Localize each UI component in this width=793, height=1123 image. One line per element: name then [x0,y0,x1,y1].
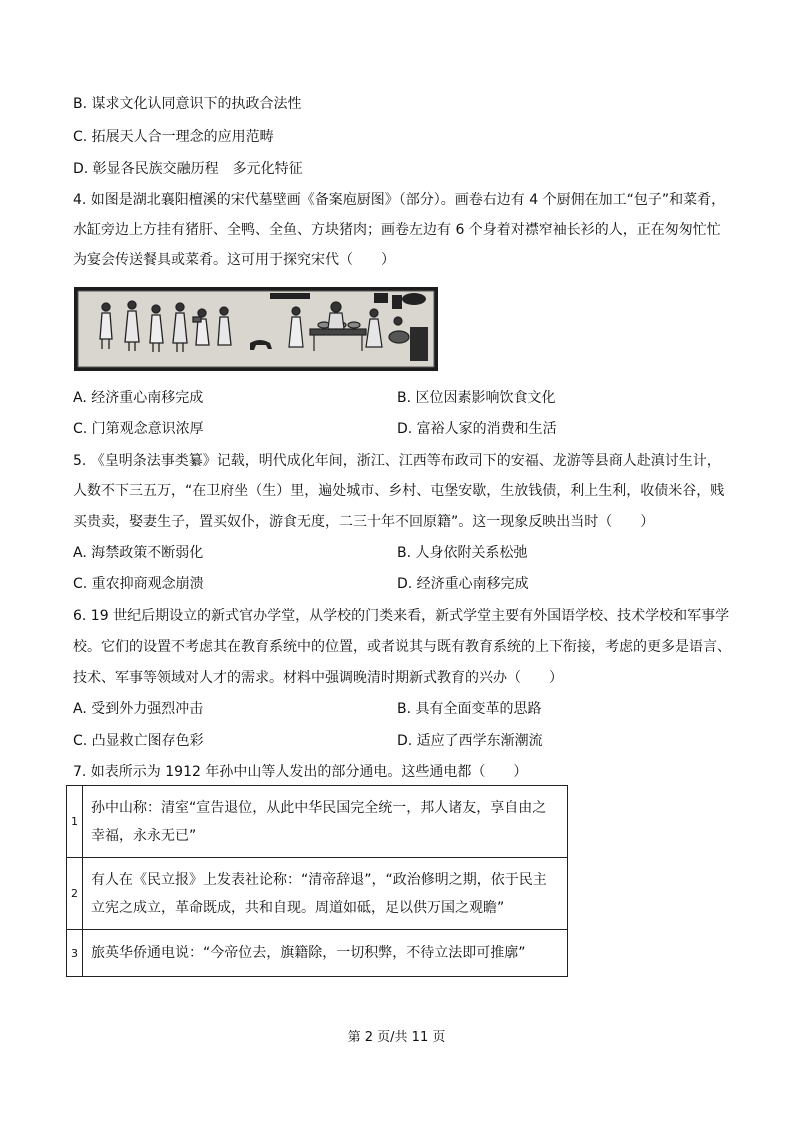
q6-option-a: A. 受到外力强烈冲击 [73,701,204,717]
row-text-line: 幸福，永永无已” [91,827,197,844]
q7-stem: 7. 如表所示为 1912 年孙中山等人发出的部分通电。这些通电都（ ） [73,764,528,780]
q3-option-c: C. 拓展天人合一理念的应用范畴 [73,129,274,145]
q5-option-c: C. 重农抑商观念崩溃 [73,576,204,592]
q4-option-b: B. 区位因素影响饮食文化 [397,390,556,406]
q5-option-a: A. 海禁政策不断弱化 [73,545,204,561]
row-text-line: 立宪之成立，革命既成，共和自现。周道如砥，足以供万国之观瞻” [91,899,505,916]
row-text-line: 旅英华侨通电说：“今帝位去，旗籍除，一切积弊，不待立法即可推廓” [91,945,526,961]
row-text [83,930,568,977]
q6-stem-line-1: 6. 19 世纪后期设立的新式官办学堂，从学校的门类来看，新式学堂主要有外国语学校、技术学校和军事学 [73,608,730,624]
row-number: 1 [67,786,83,858]
q5-stem-line-3: 买贵卖，娶妻生子，置买奴仆，游食无度，二三十年不回原籍”。这一现象反映出当时（ ） [73,514,655,530]
row-number: 3 [67,930,83,977]
q4-option-a: A. 经济重心南移完成 [73,390,204,406]
telegram-table [66,785,568,977]
tomb-mural-image [74,287,438,371]
row-text-line: 有人在《民立报》上发表社论称：“清帝辞退”，“政治修明之期，依于民主 [91,871,547,888]
q3-option-d: D. 彰显各民族交融历程 多元化特征 [73,161,303,177]
q4-option-d: D. 富裕人家的消费和生活 [397,421,557,437]
q6-stem-line-2: 校。它们的设置不考虑其在教育系统中的位置，或者说其与既有教育系统的上下衔接，考虑的更多是语言、 [73,639,731,655]
table-row [67,858,568,930]
q5-stem-line-1: 5. 《皇明条法事类纂》记载，明代成化年间，浙江、江西等布政司下的安福、龙游等县商人赴滇讨生计， [73,453,721,469]
q6-option-c: C. 凸显救亡图存色彩 [73,733,204,749]
row-text [83,786,568,858]
q6-option-d: D. 适应了西学东渐潮流 [397,733,543,749]
q4-stem-line-1: 4. 如图是湖北襄阳檀溪的宋代墓壁画《备案庖厨图》（部分）。画卷右边有 4 个厨佣在加工“包子”和菜肴， [73,192,726,208]
q3-option-b: B. 谋求文化认同意识下的执政合法性 [73,96,302,112]
row-text-line: 孙中山称：清室“宣告退位，从此中华民国完全统一，邦人诸友，享自由之 [91,799,547,816]
q4-stem-line-3: 为宴会传送餐具或菜肴。这可用于探究宋代（ ） [73,252,395,268]
q4-option-c: C. 门第观念意识浓厚 [73,421,204,437]
q5-option-d: D. 经济重心南移完成 [397,576,529,592]
q6-stem-line-3: 技术、军事等领域对人才的需求。材料中强调晚清时期新式教育的兴办（ ） [73,670,563,686]
row-number: 2 [67,858,83,930]
q4-stem-line-2: 水缸旁边上方挂有猪肝、全鸭、全鱼、方块猪肉；画卷左边有 6 个身着对襟窄袖长衫的人，正在匆匆忙忙 [73,222,721,238]
table-row [67,786,568,858]
row-text [83,858,568,930]
page-footer: 第 2 页/共 11 页 [347,1030,446,1045]
q5-stem-line-2: 人数不下三五万，“在卫府坐（生）里，遍处城市、乡村、屯堡安歇，生放钱债，利上生利，收债米谷，贱 [73,483,725,499]
q5-option-b: B. 人身依附关系松弛 [397,545,528,561]
table-row [67,930,568,977]
q6-option-b: B. 具有全面变革的思路 [397,701,542,717]
